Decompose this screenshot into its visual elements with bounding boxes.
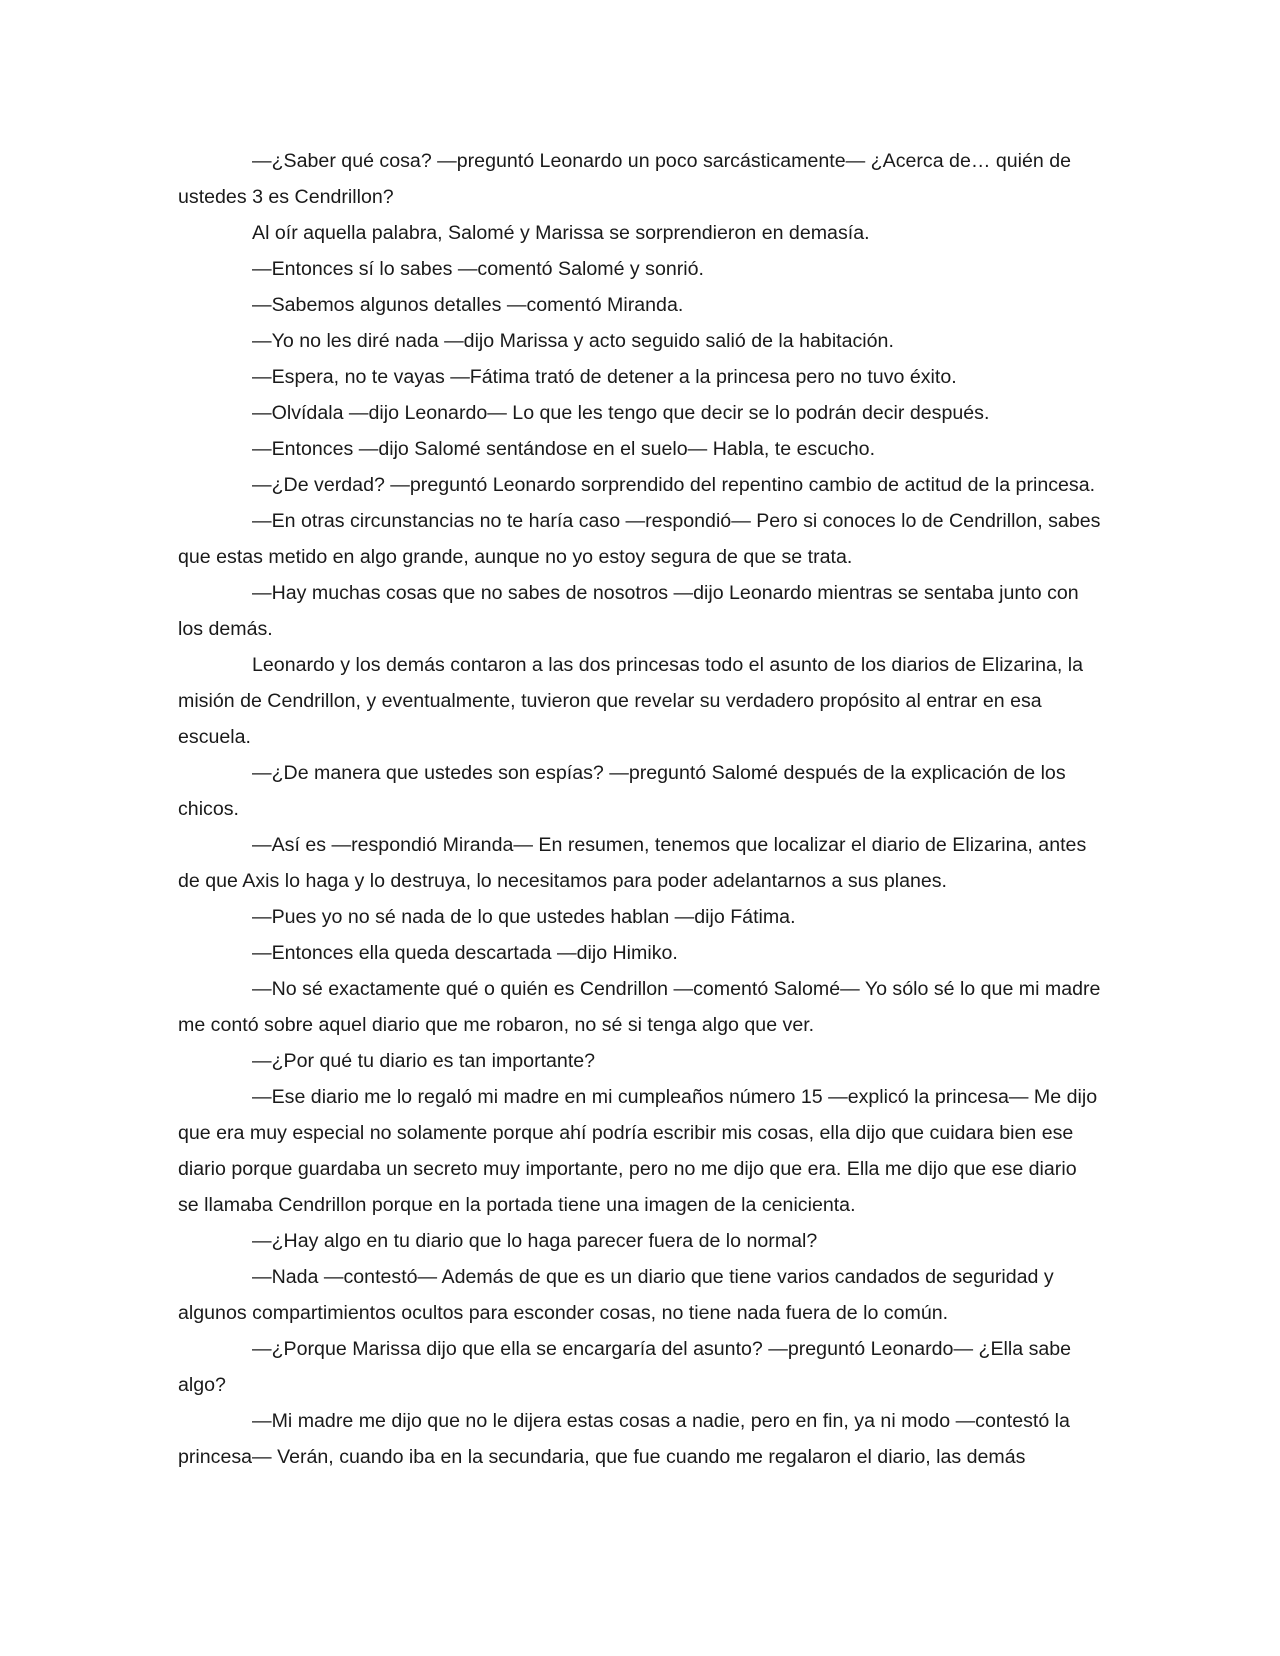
paragraph: —¿De verdad? —preguntó Leonardo sorprendido del repentino cambio de actitud de la princesa. (252, 474, 1096, 496)
paragraph: —Espera, no te vayas —Fátima trató de detener a la princesa pero no tuvo éxito. (252, 366, 957, 388)
paragraph: —Entonces ella queda descartada —dijo Himiko. (252, 942, 678, 964)
paragraph: —Ese diario me lo regaló mi madre en mi cumpleaños número 15 —explicó la princesa— Me dijo que era muy especial no solamente porque ahí podría escribir mis cosas, ella dijo que cuidara bien ese diario porque guardaba un secreto muy importante, pero no me dijo que era. Ella me dijo que ese diario se llamaba Cendrillon porque en la portada tiene una imagen de la cenicienta. (178, 1086, 1098, 1216)
paragraph: —Pues yo no sé nada de lo que ustedes hablan —dijo Fátima. (252, 906, 796, 928)
paragraph: —Hay muchas cosas que no sabes de nosotros —dijo Leonardo mientras se sentaba junto con los demás. (178, 582, 1079, 640)
paragraph: —Olvídala —dijo Leonardo— Lo que les tengo que decir se lo podrán decir después. (252, 402, 990, 424)
paragraph: —No sé exactamente qué o quién es Cendrillon —comentó Salomé— Yo sólo sé lo que mi madre me contó sobre aquel diario que me robaron, no sé si tenga algo que ver. (178, 978, 1101, 1036)
paragraph: —En otras circunstancias no te haría caso —respondió— Pero si conoces lo de Cendrillon, sabes que estas metido en algo grande, aunque no yo estoy segura de que se trata. (178, 510, 1101, 568)
paragraph: —Nada —contestó— Además de que es un diario que tiene varios candados de seguridad y algunos compartimientos ocultos para esconder cosas, no tiene nada fuera de lo común. (178, 1266, 1054, 1324)
paragraph: —Entonces —dijo Salomé sentándose en el suelo— Habla, te escucho. (252, 438, 876, 460)
paragraph: —Así es —respondió Miranda— En resumen, tenemos que localizar el diario de Elizarina, antes de que Axis lo haga y lo destruya, lo necesitamos para poder adelantarnos a sus planes. (178, 834, 1087, 892)
paragraph: —Sabemos algunos detalles —comentó Miranda. (252, 294, 684, 316)
paragraph: —Mi madre me dijo que no le dijera estas cosas a nadie, pero en fin, ya ni modo —contestó la princesa— Verán, cuando iba en la secundaria, que fue cuando me regalaron el diario, las demás (178, 1410, 1070, 1468)
paragraph: —¿Por qué tu diario es tan importante? (252, 1050, 596, 1072)
paragraph: Leonardo y los demás contaron a las dos princesas todo el asunto de los diarios de Elizarina, la misión de Cendrillon, y eventualmente, tuvieron que revelar su verdadero propósito al entrar en esa escuela. (178, 654, 1084, 748)
paragraph: —Entonces sí lo sabes —comentó Salomé y sonrió. (252, 258, 704, 280)
paragraph: —¿Porque Marissa dijo que ella se encargaría del asunto? —preguntó Leonardo— ¿Ella sabe algo? (178, 1338, 1072, 1396)
paragraph: —Yo no les diré nada —dijo Marissa y acto seguido salió de la habitación. (252, 330, 894, 352)
paragraph: —¿Hay algo en tu diario que lo haga parecer fuera de lo normal? (252, 1230, 818, 1252)
paragraph: Al oír aquella palabra, Salomé y Marissa se sorprendieron en demasía. (252, 222, 870, 244)
document-body (178, 143, 1102, 1475)
paragraph: —¿De manera que ustedes son espías? —preguntó Salomé después de la explicación de los chicos. (178, 762, 1066, 820)
paragraph: —¿Saber qué cosa? —preguntó Leonardo un poco sarcásticamente— ¿Acerca de… quién de ustedes 3 es Cendrillon? (178, 150, 1072, 208)
